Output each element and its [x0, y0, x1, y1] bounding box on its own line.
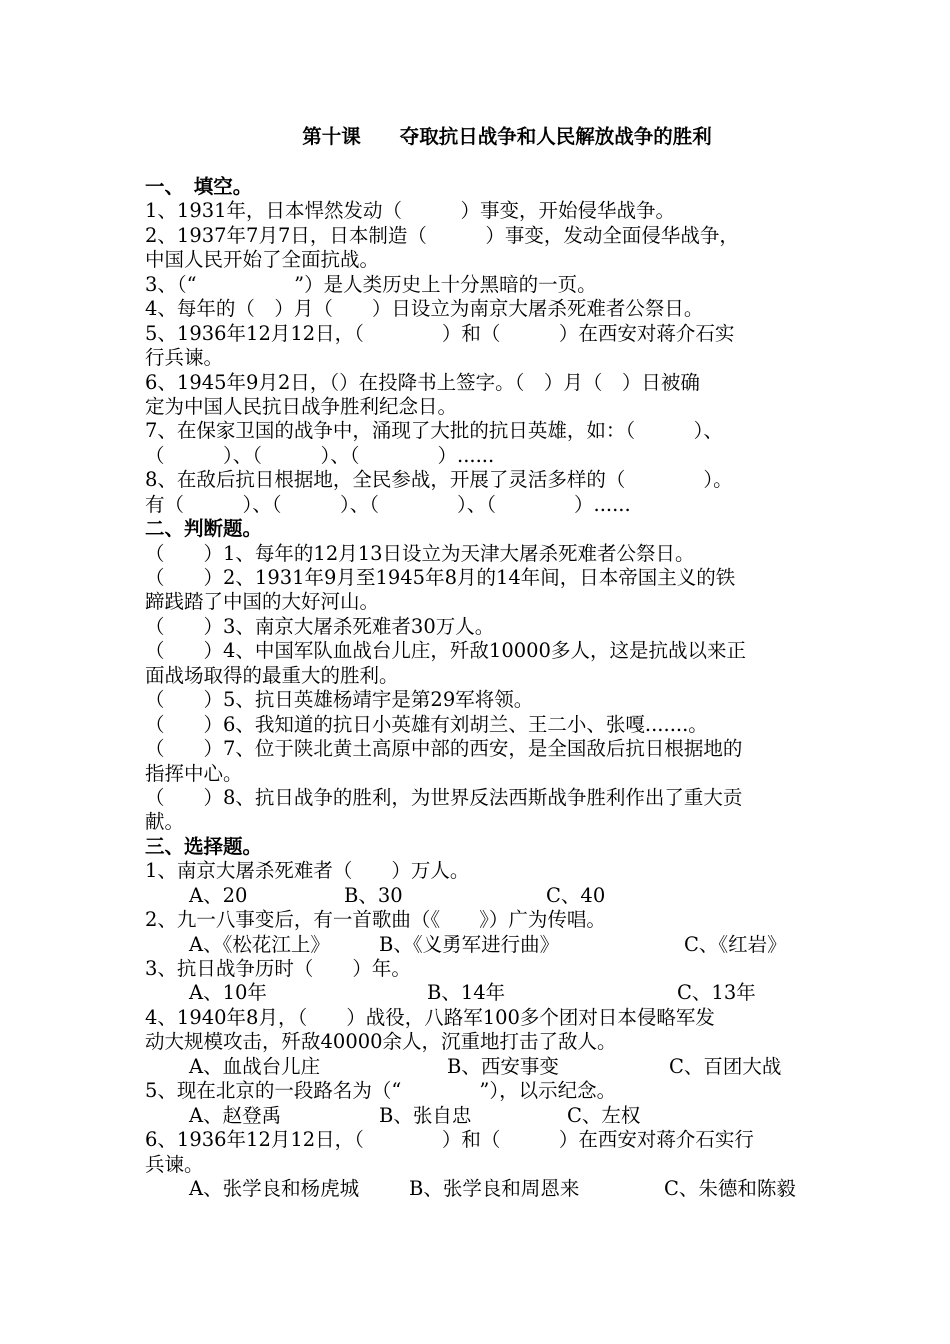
option-b: B、西安事变 [447, 1054, 559, 1078]
question-line: 2、九一八事变后，有一首歌曲（《 》）广为传唱。 [145, 908, 606, 932]
options-row [145, 981, 815, 1005]
judge-line: （ ）6、我知道的抗日小英雄有刘胡兰、王二小、张嘎.......。 [145, 712, 708, 736]
fill-line: 8、在敌后抗日根据地，全民参战，开展了灵活多样的（ ）。 [145, 468, 733, 492]
fill-line: 有（ ）、（ ）、（ ）、（ ）...... [145, 492, 631, 516]
judge-line: （ ）3、南京大屠杀死难者30万人。 [145, 614, 495, 638]
judge-line: （ ）5、抗日英雄杨靖宇是第29军将领。 [145, 688, 534, 712]
section-heading-judge: 二、判断题。 [145, 517, 263, 541]
fill-line: 定为中国人民抗日战争胜利纪念日。 [145, 394, 458, 418]
judge-line: （ ）7、位于陕北黄土高原中部的西安，是全国敌后抗日根据地的 [145, 737, 743, 761]
judge-line: （ ）8、抗日战争的胜利，为世界反法西斯战争胜利作出了重大贡 [145, 785, 743, 809]
option-c: C、40 [546, 883, 606, 907]
option-b: B、30 [344, 883, 403, 907]
option-c: C、左权 [567, 1103, 641, 1127]
question-line: 5、现在北京的一段路名为（“ ”），以示纪念。 [145, 1079, 617, 1103]
fill-line: 7、在保家卫国的战争中，涌现了大批的抗日英雄，如：（ ）、 [145, 419, 723, 443]
section-heading-fill: 一、 填空。 [145, 175, 253, 198]
option-a: A、赵登禹 [189, 1103, 282, 1127]
judge-line: （ ）1、每年的12月13日设立为天津大屠杀死难者公祭日。 [145, 541, 695, 565]
judge-line: （ ）4、中国军队血战台儿庄，歼敌10000多人，这是抗战以来正 [145, 639, 746, 663]
fill-line: 4、每年的（ ）月（ ）日设立为南京大屠杀死难者公祭日。 [145, 297, 704, 321]
option-b: B、张自忠 [379, 1103, 472, 1127]
options-row [145, 1055, 815, 1079]
fill-line: 行兵谏。 [145, 346, 224, 370]
judge-line: 蹄践踏了中国的大好河山。 [145, 590, 380, 614]
fill-line: 6、1945年9月2日，（）在投降书上签字。（ ）月（ ）日被确 [145, 370, 700, 394]
fill-line: （ ）、（ ）、（ ）...... [145, 443, 495, 467]
worksheet-body [145, 175, 815, 1201]
option-c: C、百团大战 [669, 1054, 782, 1078]
judge-line: 面战场取得的最重大的胜利。 [145, 663, 399, 687]
option-a: A、《松花江上》 [189, 932, 330, 956]
question-line: 动大规模攻击，歼敌40000余人，沉重地打击了敌人。 [145, 1030, 617, 1054]
fill-line: 中国人民开始了全面抗战。 [145, 248, 380, 272]
fill-line: 2、1937年7月7日，日本制造（ ）事变，发动全面侵华战争， [145, 223, 739, 247]
option-c: C、朱德和陈毅 [664, 1176, 796, 1200]
question-line: 6、1936年12月12日，（ ）和（ ）在西安对蒋介石实行 [145, 1128, 754, 1152]
question-line: 兵谏。 [145, 1152, 204, 1176]
section-heading-choice: 三、选择题。 [145, 834, 263, 858]
option-c: C、13年 [677, 981, 756, 1005]
fill-line: 3、（“ ”）是人类历史上十分黑暗的一页。 [145, 272, 597, 296]
option-c: C、《红岩》 [684, 932, 787, 956]
option-a: A、10年 [189, 981, 267, 1005]
judge-line: 指挥中心。 [145, 761, 243, 785]
options-row [145, 1177, 815, 1201]
option-a: A、20 [189, 883, 248, 907]
fill-line: 5、1936年12月12日，（ ）和（ ）在西安对蒋介石实 [145, 321, 735, 345]
option-b: B、14年 [427, 981, 506, 1005]
judge-line: （ ）2、1931年9月至1945年8月的14年间，日本帝国主义的铁 [145, 566, 736, 589]
question-line: 3、抗日战争历时（ ）年。 [145, 957, 411, 980]
page-title: 第十课 夺取抗日战争和人民解放战争的胜利 [302, 125, 712, 148]
question-line: 1、南京大屠杀死难者（ ）万人。 [145, 859, 470, 883]
option-a: A、血战台儿庄 [189, 1054, 321, 1078]
option-b: B、张学良和周恩来 [409, 1176, 580, 1200]
options-row [145, 1104, 815, 1128]
option-a: A、张学良和杨虎城 [189, 1176, 360, 1200]
question-line: 4、1940年8月，（ ）战役，八路军100多个团对日本侵略军发 [145, 1005, 715, 1029]
option-b: B、《义勇军进行曲》 [379, 932, 560, 956]
fill-line: 1、1931年，日本悍然发动（ ）事变，开始侵华战争。 [145, 199, 676, 223]
options-row [145, 933, 815, 957]
judge-line: 献。 [145, 810, 185, 834]
options-row [145, 884, 815, 908]
